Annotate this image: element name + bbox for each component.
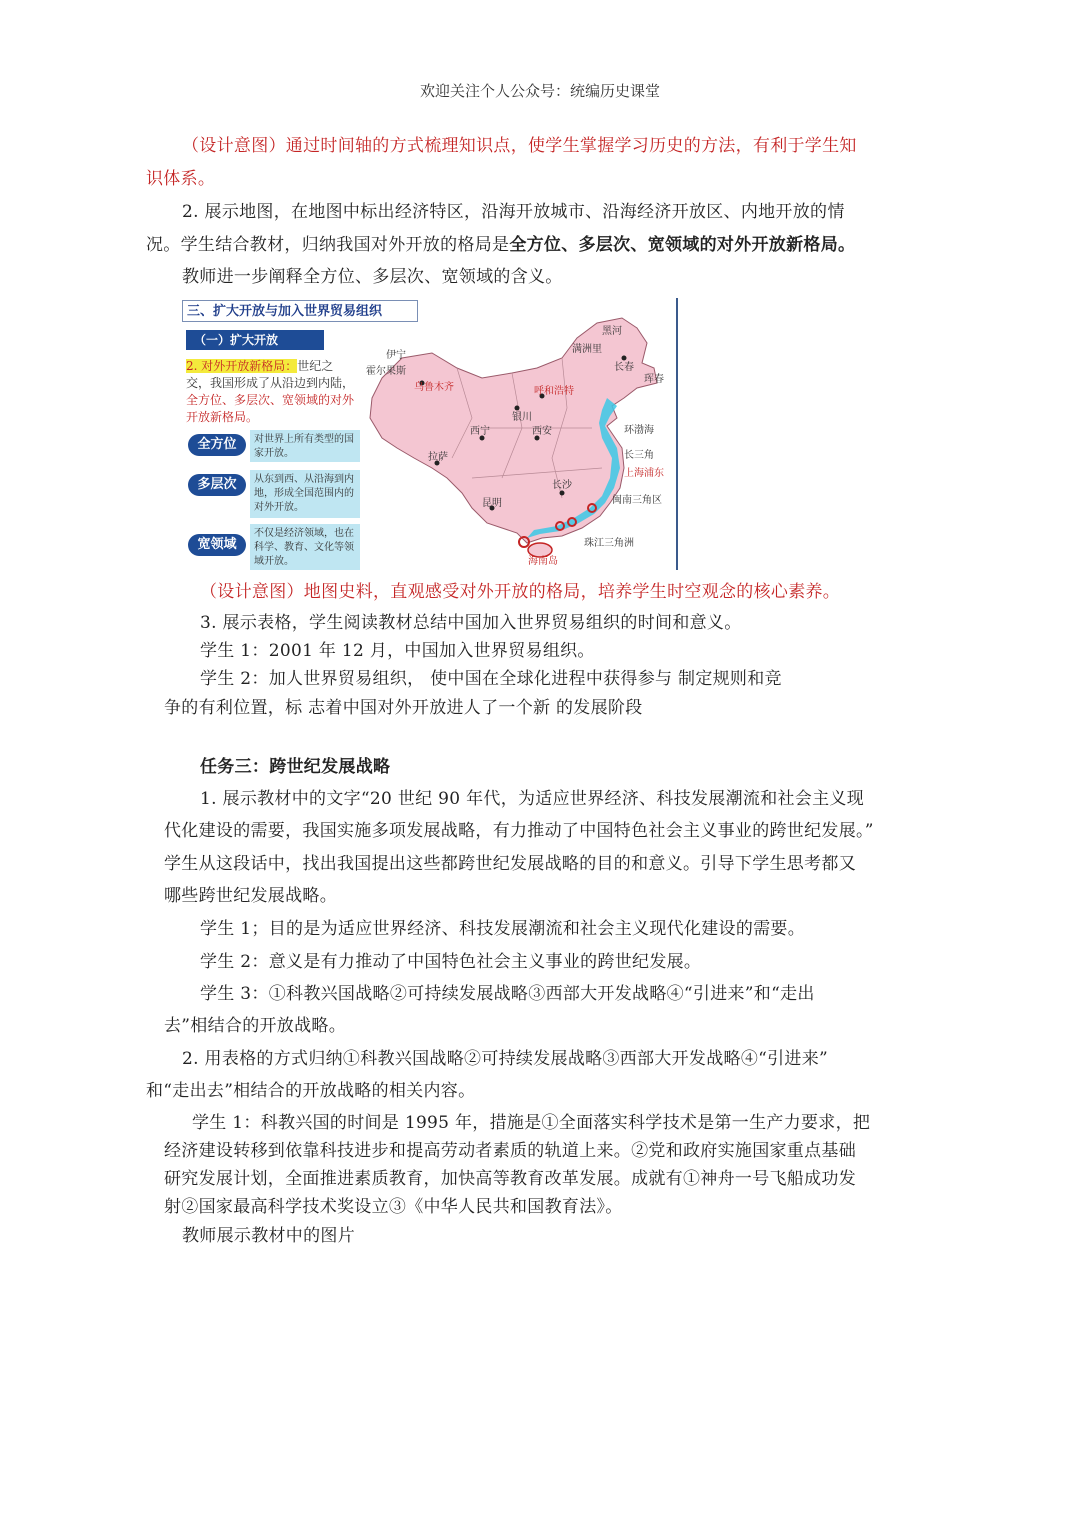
map-label-heihe: 黑河 [602, 326, 622, 337]
task3-line-10: 和“走出去”相结合的开放战略的相关内容。 [146, 1081, 476, 1101]
pill-kuanlingyu: 宽领域 [188, 534, 246, 556]
paragraph-2-bold: 全方位、多层次、宽领域的对外开放新格局。 [509, 235, 856, 255]
map-label-hunchun: 珲春 [644, 374, 664, 385]
map-label-urumqi: 乌鲁木齐 [414, 382, 454, 393]
task3-line-12: 经济建设转移到依靠科技进步和提高劳动者素质的轨道上来。②党和政府实施国家重点基础 [164, 1141, 856, 1161]
figure-note-red: 全方位、多层次、宽领域的对外开放新格局。 [186, 393, 355, 424]
map-label-changsha: 长沙 [552, 480, 572, 491]
textbook-map-figure [182, 298, 680, 570]
map-label-minnan: 闽南三角区 [612, 495, 662, 506]
hainan-island-shape [528, 543, 552, 557]
task3-heading: 任务三：跨世纪发展战略 [200, 757, 391, 777]
task3-line-14: 射②国家最高科学技术奖设立③《中华人民共和国教育法》。 [164, 1197, 623, 1217]
figure-note-text: 世纪之交，我国形成了从沿边到内陆， [186, 359, 355, 390]
paragraph-2-line1: 2. 展示地图，在地图中标出经济特区，沿海开放城市、沿海经济开放区、内地开放的情 [182, 202, 845, 222]
task3-line-11: 学生 1：科教兴国的时间是 1995 年，措施是①全面落实科学技术是第一生产力要求，把 [192, 1113, 871, 1133]
figure-right-rule [676, 298, 678, 570]
map-label-pearl: 珠江三角洲 [584, 538, 634, 549]
page-header: 欢迎关注个人公众号：统编历史课堂 [419, 82, 660, 100]
map-label-xian: 西安 [532, 426, 552, 437]
paragraph-2-text: 况。学生结合教材，归纳我国对外开放的格局是 [146, 235, 510, 255]
map-label-hohhot: 呼和浩特 [534, 386, 574, 397]
figure-title: 三、扩大开放与加入世界贸易组织 [182, 300, 418, 322]
paragraph-3: 3. 展示表格，学生阅读教材总结中国加入世界贸易组织的时间和意义。 [200, 613, 742, 633]
city-dot-yinchuan [515, 406, 520, 411]
city-dot-changchun [622, 356, 627, 361]
task3-line-6: 学生 2：意义是有力推动了中国特色社会主义事业的跨世纪发展。 [200, 952, 702, 972]
map-label-hainan: 海南岛 [528, 556, 558, 567]
map-label-manzhouli: 满洲里 [572, 344, 602, 355]
pill-duocengci: 多层次 [188, 474, 246, 496]
pill-desc-duocengci: 从东到西、从沿海到内地，形成全国范围内的对外开放。 [250, 470, 360, 518]
map-label-bohai: 环渤海 [624, 425, 654, 436]
paragraph-2-line2 [146, 234, 855, 256]
task3-line-5: 学生 1；目的是为适应世界经济、科技发展潮流和社会主义现代化建设的需要。 [200, 919, 806, 939]
student-2-wto-line2: 争的有利位置，标 志着中国对外开放进人了一个新 的发展阶段 [164, 698, 643, 718]
map-label-yangtze: 长三角 [624, 450, 654, 461]
map-label-kunming: 昆明 [482, 498, 502, 509]
map-label-yinchuan: 银川 [512, 412, 532, 423]
task3-line-3: 学生从这段话中，找出我国提出这些都跨世纪发展战略的目的和意义。引导下学生思考都又 [164, 854, 856, 874]
map-label-xining: 西宁 [470, 426, 490, 437]
map-label-shanghai: 上海浦东 [624, 468, 664, 479]
map-label-changchun: 长春 [614, 362, 634, 373]
pill-desc-quanfangwei: 对世界上所有类型的国家开放。 [250, 430, 360, 462]
pill-quanfangwei: 全方位 [188, 434, 246, 456]
china-map [362, 298, 676, 570]
design-intent-1-line2: 识体系。 [146, 169, 216, 189]
task3-line-2: 代化建设的需要，我国实施多项发展战略，有力推动了中国特色社会主义事业的跨世纪发展。” [164, 821, 874, 841]
city-dot-changsha [560, 491, 565, 496]
design-intent-1-line1: （设计意图）通过时间轴的方式梳理知识点，使学生掌握学习历史的方法，有利于学生知 [182, 136, 857, 156]
paragraph-teacher: 教师进一步阐释全方位、多层次、宽领域的含义。 [182, 267, 563, 287]
task3-line-15: 教师展示教材中的图片 [182, 1226, 355, 1246]
task3-line-4: 哪些跨世纪发展战略。 [164, 886, 337, 906]
china-outline-shape [370, 318, 657, 543]
figure-note-highlight: 2. 对外开放新格局： [186, 359, 298, 373]
design-intent-2: （设计意图）地图史料，直观感受对外开放的格局，培养学生时空观念的核心素养。 [200, 582, 841, 602]
task3-line-13: 研究发展计划，全面推进素质教育，加快高等教育改革发展。成就有①神舟一号飞船成功发 [164, 1169, 856, 1189]
task3-line-9: 2. 用表格的方式归纳①科教兴国战略②可持续发展战略③西部大开发战略④“引进来” [182, 1049, 829, 1069]
task3-line-8: 去”相结合的开放战略。 [164, 1016, 346, 1036]
student-2-wto-line1: 学生 2：加人世界贸易组织， 使中国在全球化进程中获得参与 制定规则和竞 [200, 669, 782, 689]
task3-line-7: 学生 3：①科教兴国战略②可持续发展战略③西部大开发战略④“引进来”和“走出 [200, 984, 815, 1004]
map-label-khorgos: 霍尔果斯 [366, 366, 406, 377]
pill-desc-kuanlingyu: 不仅是经济领域，也在科学、教育、文化等领域开放。 [250, 524, 360, 570]
task3-line-1: 1. 展示教材中的文字“20 世纪 90 年代，为适应世界经济、科技发展潮流和社会主义现 [200, 789, 864, 809]
map-label-lhasa: 拉萨 [428, 452, 448, 463]
map-label-yining: 伊宁 [386, 350, 406, 361]
figure-note [186, 358, 356, 426]
figure-subtitle: （一）扩大开放 [186, 330, 324, 350]
student-1-wto: 学生 1：2001 年 12 月，中国加入世界贸易组织。 [200, 641, 595, 661]
